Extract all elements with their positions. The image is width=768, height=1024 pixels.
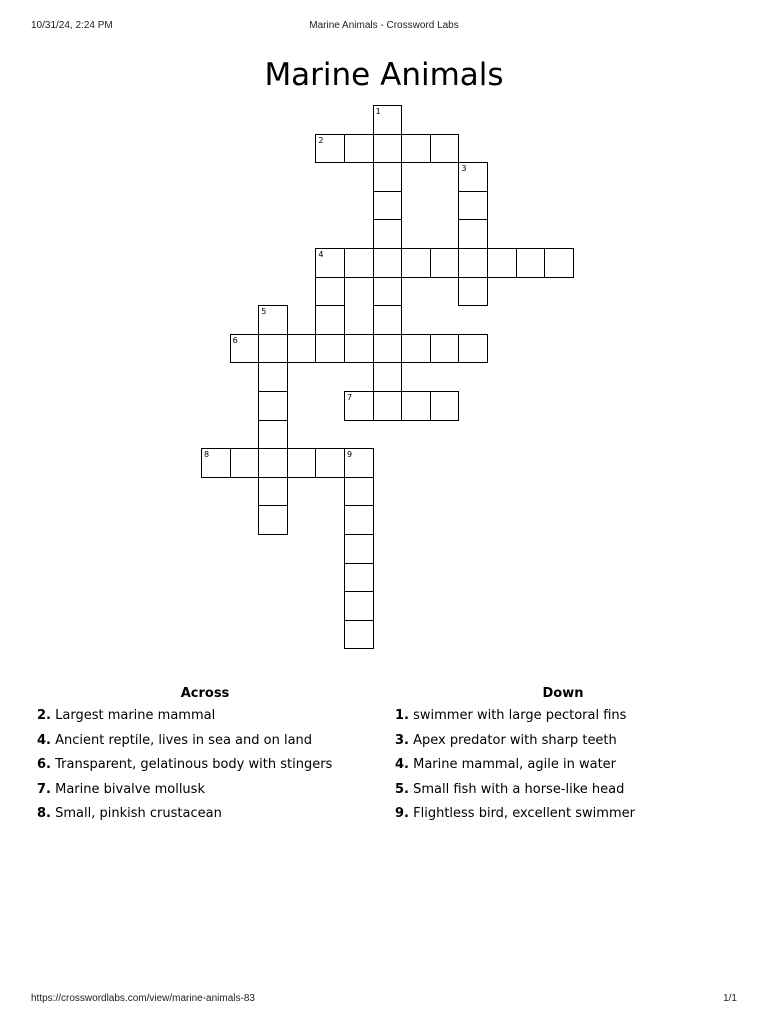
clue-number: 6	[232, 335, 238, 345]
across-clue: 7. Marine bivalve mollusk	[37, 781, 205, 797]
crossword-cell[interactable]	[401, 248, 431, 278]
crossword-cell[interactable]	[373, 191, 403, 221]
clue-number: 3	[461, 164, 467, 174]
crossword-cell[interactable]	[516, 248, 546, 278]
crossword-cell[interactable]	[373, 277, 403, 307]
crossword-cell[interactable]	[373, 362, 403, 392]
crossword-cell[interactable]	[487, 248, 517, 278]
crossword-cell[interactable]	[258, 505, 288, 535]
across-heading: Across	[180, 686, 230, 701]
crossword-cell[interactable]	[373, 162, 403, 192]
crossword-cell[interactable]	[373, 334, 403, 364]
print-page-title: Marine Animals - Crossword Labs	[309, 20, 459, 31]
crossword-cell[interactable]	[373, 219, 403, 249]
page-title: Marine Animals	[264, 56, 504, 93]
crossword-cell[interactable]	[344, 248, 374, 278]
crossword-cell[interactable]	[315, 334, 345, 364]
down-clues	[395, 684, 735, 827]
crossword-cell[interactable]	[344, 391, 374, 421]
crossword-cell[interactable]	[373, 305, 403, 335]
crossword-cell[interactable]	[373, 391, 403, 421]
crossword-cell[interactable]	[344, 477, 374, 507]
crossword-cell[interactable]	[315, 248, 345, 278]
print-page-count: 1/1	[723, 993, 737, 1004]
clue-number: 1	[375, 107, 381, 116]
down-clue: 1. swimmer with large pectoral fins	[395, 708, 627, 723]
crossword-cell[interactable]	[458, 191, 488, 221]
across-clue: 2. Largest marine mammal	[37, 708, 216, 723]
clue-number: 7	[347, 393, 353, 402]
clue-number: 2	[318, 135, 324, 145]
down-heading: Down	[542, 686, 584, 701]
clue-number: 4	[318, 250, 324, 259]
crossword-cell[interactable]	[458, 219, 488, 249]
crossword-cell[interactable]	[344, 620, 374, 650]
crossword-cell[interactable]	[373, 134, 403, 164]
clue-number: 9	[347, 450, 353, 460]
crossword-cell[interactable]	[344, 505, 374, 535]
crossword-cell[interactable]	[258, 448, 288, 478]
clue-number: 5	[261, 307, 267, 317]
crossword-cell[interactable]	[401, 134, 431, 164]
crossword-cell[interactable]	[258, 420, 288, 450]
crossword-cell[interactable]	[258, 477, 288, 507]
down-clue: 5. Small fish with a horse-like head	[395, 781, 625, 797]
crossword-cell[interactable]	[458, 277, 488, 307]
crossword-cell[interactable]	[344, 534, 374, 564]
crossword-cell[interactable]	[373, 248, 403, 278]
crossword-cell[interactable]	[544, 248, 574, 278]
crossword-cell[interactable]	[344, 134, 374, 164]
crossword-cell[interactable]	[373, 105, 403, 135]
crossword-cell[interactable]	[315, 448, 345, 478]
crossword-cell[interactable]	[401, 334, 431, 364]
crossword-cell[interactable]	[344, 334, 374, 364]
crossword-cell[interactable]	[344, 591, 374, 621]
crossword-cell[interactable]	[258, 334, 288, 364]
across-clue: 4. Ancient reptile, lives in sea and on land	[37, 732, 313, 748]
crossword-cell[interactable]	[230, 448, 260, 478]
crossword-cell[interactable]	[201, 448, 231, 478]
across-clue: 8. Small, pinkish crustacean	[37, 806, 222, 822]
crossword-cell[interactable]	[458, 248, 488, 278]
crossword-cell[interactable]	[315, 305, 345, 335]
print-url: https://crosswordlabs.com/view/marine-animals-83	[31, 993, 255, 1004]
crossword-cell[interactable]	[258, 305, 288, 335]
crossword-cell[interactable]	[458, 334, 488, 364]
across-clues	[37, 684, 377, 827]
crossword-cell[interactable]	[430, 248, 460, 278]
across-clue: 6. Transparent, gelatinous body with stingers	[37, 757, 333, 773]
crossword-cell[interactable]	[344, 563, 374, 593]
crossword-cell[interactable]	[401, 391, 431, 421]
crossword-cell[interactable]	[287, 334, 317, 364]
print-datetime: 10/31/24, 2:24 PM	[31, 20, 113, 31]
crossword-cell[interactable]	[458, 162, 488, 192]
crossword-cell[interactable]	[315, 277, 345, 307]
down-clue: 9. Flightless bird, excellent swimmer	[395, 806, 635, 822]
crossword-cell[interactable]	[258, 362, 288, 392]
down-clue: 4. Marine mammal, agile in water	[395, 757, 617, 773]
crossword-cell[interactable]	[315, 134, 345, 164]
crossword-cell[interactable]	[344, 448, 374, 478]
crossword-cell[interactable]	[258, 391, 288, 421]
crossword-cell[interactable]	[230, 334, 260, 364]
crossword-cell[interactable]	[430, 134, 460, 164]
clue-number: 8	[204, 450, 210, 460]
crossword-cell[interactable]	[430, 391, 460, 421]
crossword-cell[interactable]	[430, 334, 460, 364]
down-clue: 3. Apex predator with sharp teeth	[395, 732, 617, 748]
crossword-cell[interactable]	[287, 448, 317, 478]
